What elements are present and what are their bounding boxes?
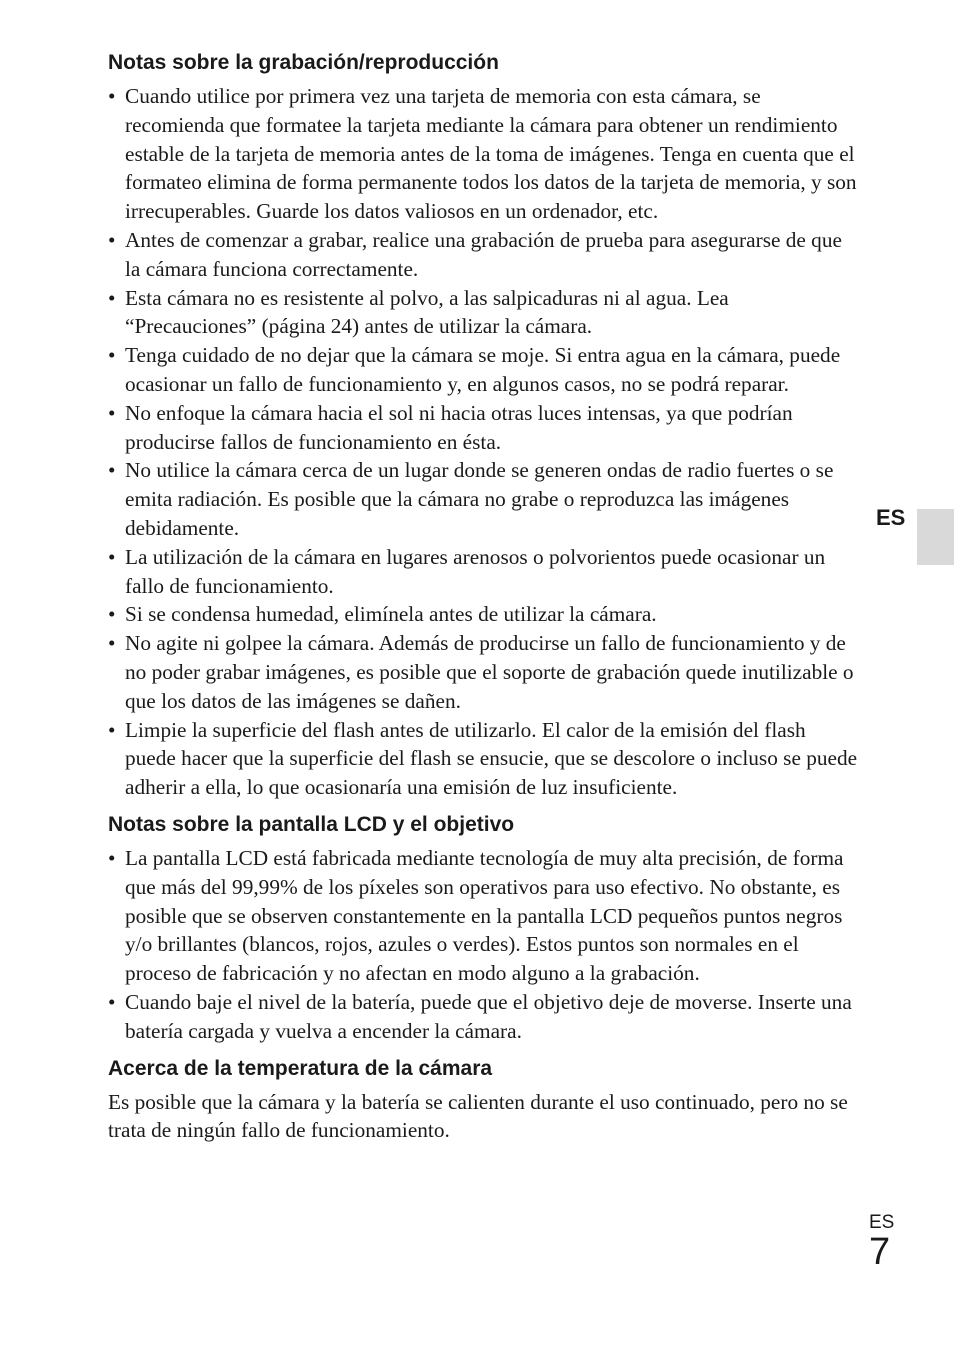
list-item: • Antes de comenzar a grabar, realice una grabación de prueba para asegurarse de que la cámara funciona correctamente. (108, 226, 860, 284)
section-camera-temperature (108, 1056, 860, 1146)
bullet-list (108, 844, 860, 1046)
list-item: • Si se condensa humedad, elimínela antes de utilizar la cámara. (108, 600, 860, 629)
list-item: • No enfoque la cámara hacia el sol ni hacia otras luces intensas, ya que podrían producirse fallos de funcionamiento en ésta. (108, 399, 860, 457)
list-item: • No agite ni golpee la cámara. Además de producirse un fallo de funcionamiento y de no poder grabar imágenes, es posible que el soporte de grabación quede inutilizable o que los datos de las imágenes se dañen. (108, 629, 860, 715)
list-item: • Tenga cuidado de no dejar que la cámara se moje. Si entra agua en la cámara, puede ocasionar un fallo de funcionamiento y, en algunos casos, no se podrá reparar. (108, 341, 860, 399)
list-item: • No utilice la cámara cerca de un lugar donde se generen ondas de radio fuertes o se emita radiación. Es posible que la cámara no grabe o reproduzca las imágenes debidamente. (108, 456, 860, 542)
section-heading: Notas sobre la grabación/reproducción (108, 51, 499, 74)
list-item: • Limpie la superficie del flash antes de utilizarlo. El calor de la emisión del flash puede hacer que la superficie del flash se ensucie, que se descolore o incluso se puede adherir a ella, lo que ocasionaría una emisión de luz insuficiente. (108, 716, 860, 802)
list-item: • La pantalla LCD está fabricada mediante tecnología de muy alta precisión, de forma que más del 99,99% de los píxeles son operativos para uso efectivo. No obstante, es posible que se observen constantemente en la pantalla LCD pequeños puntos negros y/o brillantes (blancos, rojos, azules o verdes). Estos puntos son normales en el proceso de fabricación y no afectan en modo alguno a la grabación. (108, 844, 860, 988)
language-tab-label: ES (876, 505, 906, 530)
section-recording-notes (108, 50, 860, 802)
list-item: • Esta cámara no es resistente al polvo, a las salpicaduras ni al agua. Lea “Precauciones” (página 24) antes de utilizar la cámara. (108, 284, 860, 342)
language-tab-marker (917, 509, 954, 565)
section-heading: Notas sobre la pantalla LCD y el objetivo (108, 812, 515, 836)
bullet-list (108, 82, 860, 802)
footer-language: ES (869, 1212, 895, 1233)
list-item: • La utilización de la cámara en lugares arenosos o polvorientos puede ocasionar un fallo de funcionamiento. (108, 543, 860, 601)
section-heading: Acerca de la temperatura de la cámara (108, 1056, 493, 1080)
page-content (108, 50, 860, 1145)
section-paragraph: Es posible que la cámara y la batería se calienten durante el uso continuado, pero no se trata de ningún fallo de funcionamiento. (108, 1089, 848, 1143)
section-lcd-lens-notes (108, 812, 860, 1046)
page-number: 7 (869, 1231, 891, 1273)
list-item: • Cuando utilice por primera vez una tarjeta de memoria con esta cámara, se recomienda que formatee la tarjeta mediante la cámara para obtener un rendimiento estable de la tarjeta de memoria antes de la toma de imágenes. Tenga en cuenta que el formateo elimina de forma permanente todos los datos de la tarjeta de memoria, y son irrecuperables. Guarde los datos valiosos en un ordenador, etc. (108, 82, 860, 226)
list-item: • Cuando baje el nivel de la batería, puede que el objetivo deje de moverse. Inserte una batería cargada y vuelva a encender la cámara. (108, 988, 860, 1046)
